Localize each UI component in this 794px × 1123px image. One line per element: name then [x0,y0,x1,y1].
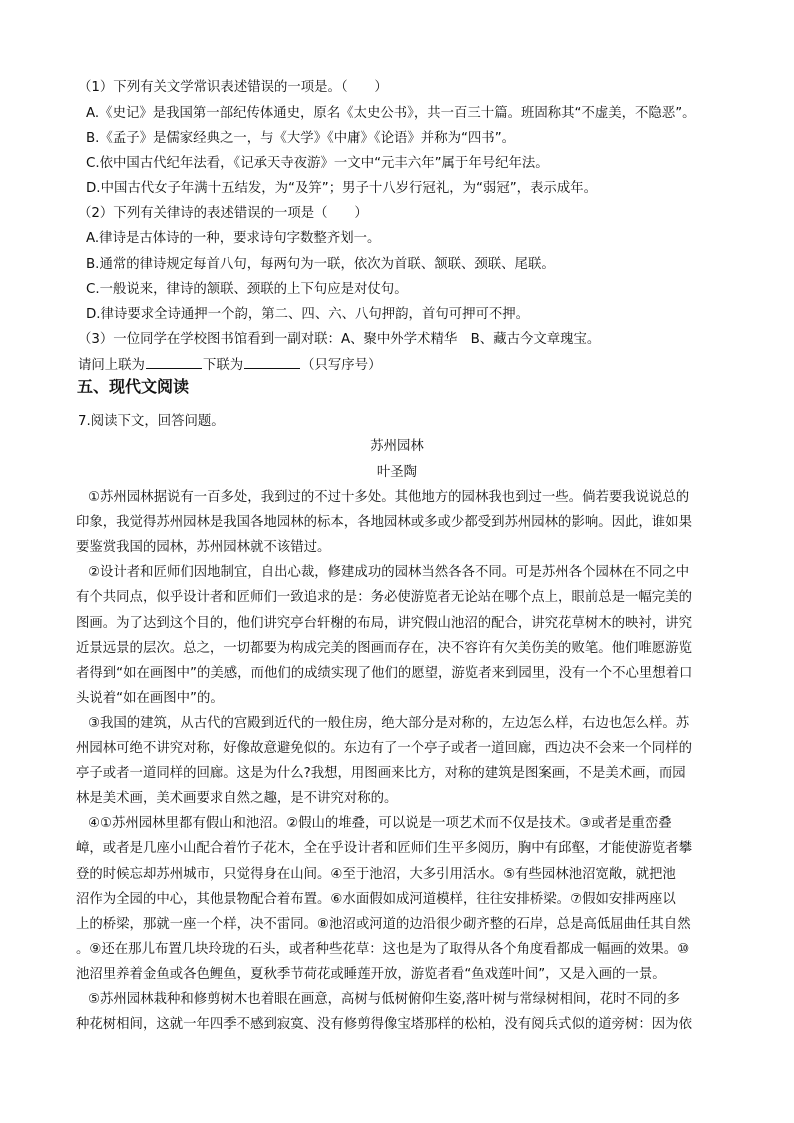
q1-option-b: B.《孟子》是儒家经典之一，与《大学》《中庸》《论语》并称为“四书”。 [86,131,516,146]
q3-ask-prefix: 请问上联为 [78,358,145,373]
q1-option-c: C.依中国古代纪年法看，《记承天寺夜游》一文中“元丰六年”属于年号纪年法。 [86,156,549,171]
article-line: 州园林可绝不讲究对称，好像故意避免似的。东边有了一个亭子或者一道回廊，西边决不会来一个同样的 [76,741,692,756]
lower-couplet-blank[interactable] [244,356,300,369]
q1-option-a: A.《史记》是我国第一部纪传体通史，原名《太史公书》，共一百三十篇。班固称其“不虚美，不隐恶”。 [86,106,696,121]
article-line: ⑤苏州园林栽种和修剪树木也着眼在画意，高树与低树俯仰生姿,落叶树与常绿树相间，花时不同的多 [88,992,681,1007]
article-line: 要鉴赏我国的园林，苏州园林就不该错过。 [76,540,331,556]
article-line: 林是美术画，美术画要求自然之趣，是不讲究对称的。 [76,791,398,807]
q3-stem: （3）一位同学在学校图书馆看到一副对联：A、聚中外学术精华 B、藏古今文章瑰宝。 [78,332,601,347]
article-line: 亭子或者一道同样的回廊。这是为什么?我想，用图画来比方，对称的建筑是图案画，不是美术画，而园 [76,766,686,782]
q3-ask-suffix: （只写序号） [301,358,382,373]
article-line: 有个共同点，似乎设计者和匠师们一致追求的是：务必使游览者无论站在哪个点上，眼前总是一幅完美的 [76,590,692,606]
upper-couplet-blank[interactable] [146,356,202,369]
q1-stem: （1）下列有关文学常识表述错误的一项是。（ ） [78,80,388,95]
article-line: 近景远景的层次。总之，一切都要为构成完美的图画而存在，决不容许有欠美伤美的败笔。他们唯愿游览 [76,640,692,656]
article-line: 沼作为全园的中心，其他景物配合着布置。⑥水面假如成河道模样，往往安排桥梁。⑦假如安排两座以 [76,891,676,907]
article-line: 种花树相间，这就一年四季不感到寂寞、没有修剪得像宝塔那样的松柏，没有阅兵式似的道旁树：因为依 [76,1017,692,1033]
article-title: 苏州园林 [370,439,424,454]
q2-stem: （2）下列有关律诗的表述错误的一项是（ ） [78,206,368,221]
article-line: ③我国的建筑，从古代的宫殿到近代的一般住房，绝大部分是对称的，左边怎么样，右边也怎么样。苏 [88,715,690,731]
article-line: 嶂，或者是几座小山配合着竹子花木，全在乎设计者和匠师们生平多阅历，胸中有邱壑，才能使游览者攀 [76,841,692,857]
q3-ask-mid: 下联为 [202,358,244,373]
article-author: 叶圣陶 [376,465,418,480]
article-line: 者得到“如在画图中”的美感，而他们的成绩实现了他们的愿望，游览者来到园里，没有一个不心里想着口 [76,665,693,681]
q1-option-d: D.中国古代女子年满十五结发，为“及笄”；男子十八岁行冠礼，为“弱冠”，表示成年。 [86,181,597,196]
article-line: 上的桥梁，那就一座一个样，决不雷同。⑧池沼或河道的边沿很少砌齐整的石岸，总是高低屈曲任其自然 [76,916,691,932]
question-7-prompt: 7.阅读下文，回答问题。 [78,414,225,429]
q2-option-d: D.律诗要求全诗通押一个韵，第二、四、六、八句押韵，首句可押可不押。 [86,307,530,322]
article-line: ②设计者和匠师们因地制宜，自出心裁，修建成功的园林当然各各不同。可是苏州各个园林在不同之中 [88,565,690,581]
article-line: 池沼里养着金鱼或各色鲤鱼，夏秋季节荷花或睡莲开放，游览者看“鱼戏莲叶间”，又是入画的一景。 [76,966,666,982]
section-heading: 五、现代文阅读 [77,377,190,396]
article-line: 头说着“如在画图中”的。 [76,690,224,706]
article-line: 图画。为了达到这个目的，他们讲究亭台轩榭的布局，讲究假山池沼的配合，讲究花草树木的映衬，讲究 [76,615,692,631]
q2-option-a: A.律诗是古体诗的一种，要求诗句字数整齐划一。 [86,231,381,246]
q3-answer-line [78,356,381,375]
article-line: 登的时候忘却苏州城市，只觉得身在山间。④至于池沼，大多引用活水。⑤有些园林池沼宽敞，就把池 [76,866,676,882]
article-line: 。⑨还在那儿布置几块玲珑的石头，或者种些花草：这也是为了取得从各个角度看都成一幅画的效果。⑩ [76,941,690,957]
q2-option-c: C.一般说来，律诗的颔联、颈联的上下句应是对仗句。 [86,282,408,297]
q2-option-b: B.通常的律诗规定每首八句，每两句为一联，依次为首联、颔联、颈联、尾联。 [86,257,555,272]
article-line: ④①苏州园林里都有假山和池沼。②假山的堆叠，可以说是一项艺术而不仅是技术。③或者是重峦叠 [88,816,672,832]
article-line: 印象，我觉得苏州园林是我国各地园林的标本，各地园林或多或少都受到苏州园林的影响。因此，谁如果 [76,515,692,531]
article-line: ①苏州园林据说有一百多处，我到过的不过十多处。其他地方的园林我也到过一些。倘若要我说说总的 [88,490,690,505]
